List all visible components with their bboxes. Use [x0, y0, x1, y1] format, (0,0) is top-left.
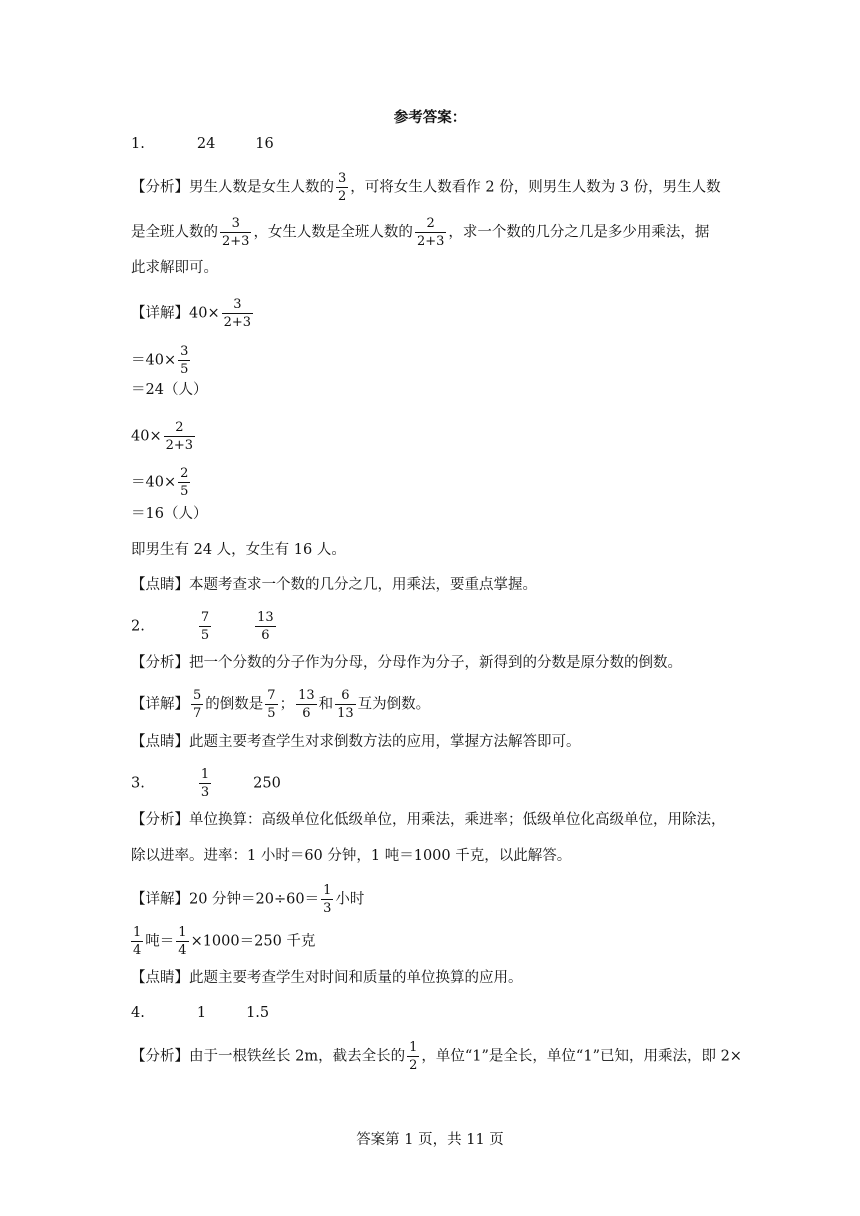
q1-detail-line6: ＝16（人）: [131, 506, 208, 522]
q1-detail-line5: ＝40× $\frac{2}{5}$: [131, 466, 189, 499]
fraction: $\frac{2}{2+3}$: [165, 420, 194, 453]
q1-answer-line: 1. 24 16: [131, 136, 274, 152]
fraction: $\frac{1}{4}$: [178, 925, 187, 958]
q2-detail: 【详解】 $\frac{5}{7}$ 的倒数是 $\frac{7}{5}$ ； $\frac{13}{6}$ 和 $\frac{6}{13}$ 互为倒数。: [131, 688, 431, 721]
q1-detail-line4: 40× $\frac{2}{2+3}$: [131, 420, 194, 453]
fraction: $\frac{7}{5}$: [267, 688, 276, 721]
q1-analysis-line2: 是全班人数的 $\frac{3}{2+3}$ ，女生人数是全班人数的 $\frac{2}{2+3}$ ，求一个数的几分之几是多少用乘法，据: [131, 216, 710, 249]
q2-analysis: 【分析】把一个分数的分子作为分母，分母作为分子，新得到的分数是原分数的倒数。: [131, 655, 682, 671]
q2-answer-line: 2. $\frac{7}{5}$ $\frac{13}{6}$: [131, 610, 274, 643]
q3-analysis-line1: 【分析】单位换算：高级单位化低级单位，用乘法，乘进率；低级单位化高级单位，用除法，: [131, 812, 726, 828]
q3-detail-line1: 【详解】20 分钟＝20÷60＝ $\frac{1}{3}$ 小时: [131, 883, 365, 916]
fraction: $\frac{7}{5}$: [200, 610, 210, 643]
fraction: $\frac{1}{2}$: [409, 1040, 418, 1073]
fraction: $\frac{1}{4}$: [133, 925, 142, 958]
q1-detail-line3: ＝24（人）: [131, 382, 208, 398]
fraction: $\frac{13}{6}$: [257, 610, 274, 643]
fraction: $\frac{3}{2+3}$: [223, 297, 252, 330]
q4-answer-line: 4. 1 1.5: [131, 1005, 270, 1021]
q1-analysis-line3: 此求解即可。: [131, 260, 218, 276]
fraction: $\frac{3}{5}$: [180, 344, 189, 377]
q2-comment: 【点睛】此题主要考查学生对求倒数方法的应用，掌握方法解答即可。: [131, 734, 581, 750]
q1-detail-line7: 即男生有 24 人，女生有 16 人。: [131, 542, 346, 558]
q3-comment: 【点睛】此题主要考查学生对时间和质量的单位换算的应用。: [131, 970, 523, 986]
fraction: $\frac{3}{2}$: [338, 171, 347, 204]
fraction: $\frac{5}{7}$: [193, 688, 202, 721]
q1-analysis-line1: 【分析】男生人数是女生人数的 $\frac{3}{2}$ ，可将女生人数看作 2 份，则男生人数为 3 份，男生人数: [131, 171, 721, 204]
fraction: $\frac{1}{3}$: [200, 767, 210, 800]
page-title: 参考答案：: [393, 109, 467, 126]
fraction: $\frac{2}{2+3}$: [416, 216, 445, 249]
q4-analysis-line1: 【分析】由于一根铁丝长 2m，截去全长的 $\frac{1}{2}$ ，单位“1”是全长，单位“1”已知，用乘法，即 2×: [131, 1040, 742, 1073]
fraction: $\frac{13}{6}$: [298, 688, 315, 721]
q3-analysis-line2: 除以进率。进率：1 小时＝60 分钟，1 吨＝1000 千克，以此解答。: [131, 848, 572, 864]
q3-answer-line: 3. $\frac{1}{3}$ 250: [131, 767, 281, 800]
fraction: $\frac{1}{3}$: [323, 883, 332, 916]
q1-detail-line2: ＝40× $\frac{3}{5}$: [131, 344, 189, 377]
fraction: $\frac{6}{13}$: [337, 688, 354, 721]
q1-comment: 【点睛】本题考查求一个数的几分之几，用乘法，要重点掌握。: [131, 577, 537, 593]
q3-detail-line2: $\frac{1}{4}$ 吨＝ $\frac{1}{4}$ ×1000＝250 千克: [133, 925, 316, 958]
fraction: $\frac{3}{2+3}$: [222, 216, 250, 249]
page-footer: 答案第 1 页，共 11 页: [356, 1132, 504, 1148]
fraction: $\frac{2}{5}$: [180, 466, 189, 499]
q1-detail-line1: 【详解】40× $\frac{3}{2+3}$: [131, 297, 252, 330]
